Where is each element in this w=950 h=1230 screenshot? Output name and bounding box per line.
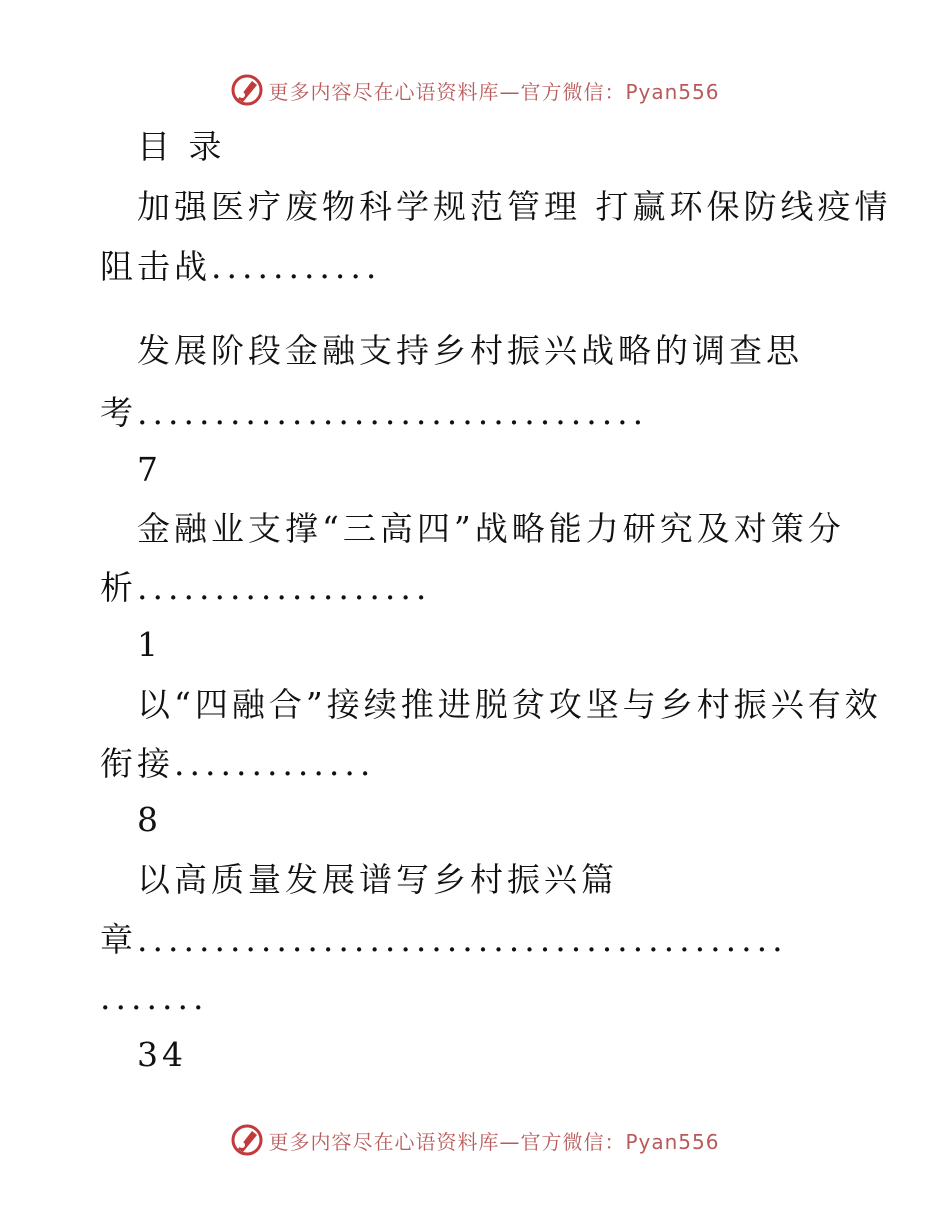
toc-entry-2-line2[interactable]: [100, 393, 648, 433]
toc-entry-4-leader-dots: .............: [174, 744, 376, 783]
toc-entry-1-leader-dots: ...........: [211, 247, 382, 286]
toc-entry-4-line2[interactable]: [100, 744, 375, 784]
toc-entry-3-title-end: 析: [100, 568, 137, 607]
toc-entry-5-page: 34: [137, 1035, 187, 1074]
header-banner-text: 更多内容尽在心语资料库—官方微信：Pyan556: [268, 79, 720, 104]
toc-entry-5-leader-dots: ..........................................: [137, 920, 788, 959]
pen-logo-icon: [230, 1123, 264, 1157]
toc-entry-2-title-end: 考: [100, 393, 137, 432]
footer-banner: [0, 1120, 950, 1160]
toc-entry-3-line1[interactable]: 金融业支撑“三高四”战略能力研究及对策分: [137, 509, 845, 548]
toc-entry-5-line2[interactable]: [100, 920, 788, 960]
toc-entry-1-line2[interactable]: [100, 247, 381, 287]
toc-entry-4-title-end: 衔接: [100, 744, 174, 783]
toc-entry-2-page: 7: [137, 450, 162, 489]
toc-title: 目 录: [137, 127, 226, 166]
toc-entry-1-line1[interactable]: 加强医疗废物科学规范管理 打赢环保防线疫情: [137, 187, 892, 226]
toc-entry-2-leader-dots: .................................: [137, 393, 649, 432]
toc-entry-4-line1[interactable]: 以“四融合”接续推进脱贫攻坚与乡村振兴有效: [137, 685, 882, 724]
toc-entry-5-title-end: 章: [100, 920, 137, 959]
toc-entry-3-page: 1: [137, 625, 162, 664]
footer-banner-text: 更多内容尽在心语资料库—官方微信：Pyan556: [268, 1129, 720, 1154]
toc-entry-1-title-end: 阻击战: [100, 247, 211, 286]
toc-entry-3-line2[interactable]: [100, 568, 431, 608]
header-banner: [0, 70, 950, 110]
toc-entry-5-line1[interactable]: 以高质量发展谱写乡村振兴篇: [137, 860, 618, 899]
pen-logo-icon: [230, 73, 264, 107]
toc-entry-4-page: 8: [137, 800, 162, 839]
toc-entry-5-leader-dots-cont: .......: [100, 978, 209, 1017]
toc-entry-2-line1[interactable]: 发展阶段金融支持乡村振兴战略的调查思: [137, 331, 803, 370]
toc-entry-5-line3: [100, 978, 208, 1018]
toc-entry-3-leader-dots: ...................: [137, 568, 432, 607]
